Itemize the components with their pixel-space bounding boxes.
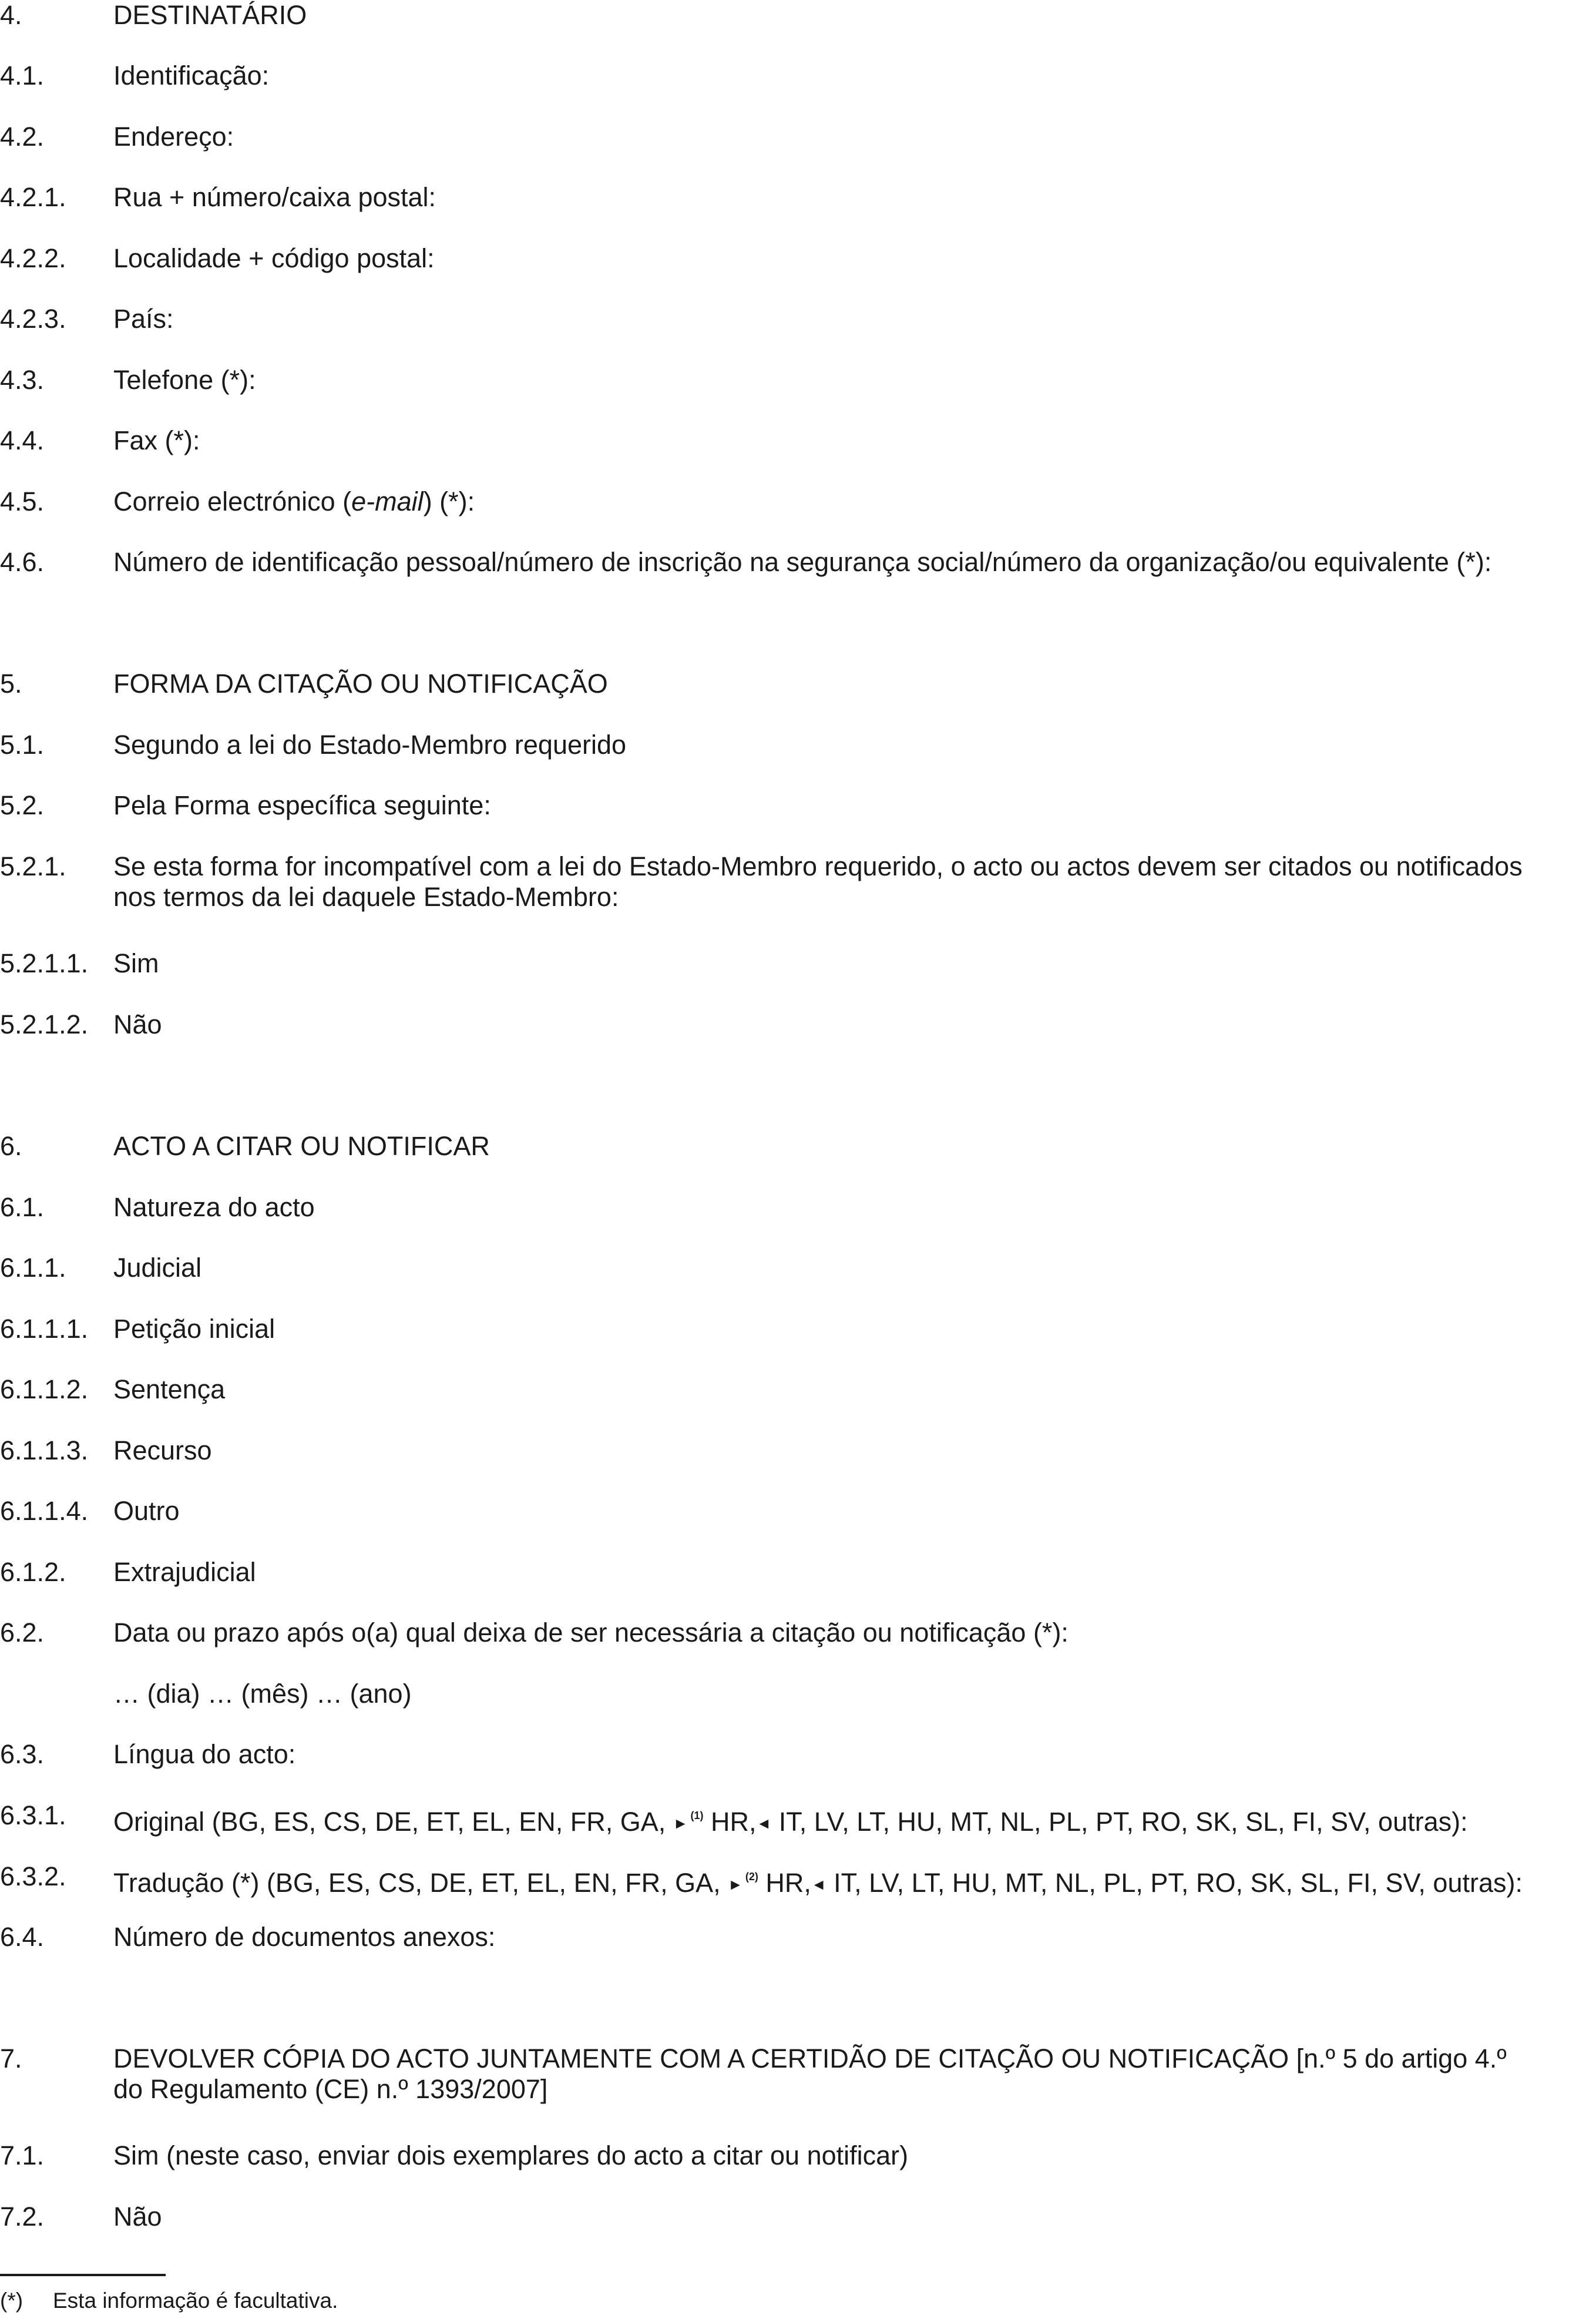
- item-text: … (dia) … (mês) … (ano): [113, 1679, 412, 1709]
- item-text: Fax (*):: [113, 425, 200, 455]
- item-number: 4.6.: [0, 547, 45, 577]
- item-text: Petição inicial: [113, 1314, 275, 1344]
- item-number: 6.2.: [0, 1618, 45, 1647]
- text-segment: ) (*):: [423, 486, 475, 516]
- item-number: 5.2.1.2.: [0, 1009, 89, 1039]
- item-number: 5.2.1.1.: [0, 948, 89, 978]
- footnote-reference: (2): [745, 1871, 758, 1883]
- item-number: 5.1.: [0, 730, 45, 760]
- text-line: nos termos da lei daquele Estado-Membro:: [113, 882, 619, 912]
- item-number: 4.2.2.: [0, 243, 66, 273]
- item-text: Telefone (*):: [113, 365, 256, 395]
- item-text: [113, 2044, 1594, 2105]
- item-number: 5.: [0, 669, 22, 699]
- item-number: 4.: [0, 0, 22, 30]
- item-text: Língua do acto:: [113, 1739, 296, 1769]
- text-segment: Correio electrónico (: [113, 486, 352, 516]
- item-number: 6.1.1.4.: [0, 1496, 89, 1526]
- text-line: DEVOLVER CÓPIA DO ACTO JUNTAMENTE COM A CERTIDÃO DE CITAÇÃO OU NOTIFICAÇÃO [n.º 5 do artigo 4.º: [113, 2044, 1507, 2073]
- item-number: 4.2.3.: [0, 304, 66, 334]
- item-text: Sim: [113, 948, 159, 978]
- insertion-end-arrow-icon: ◄: [756, 1814, 772, 1832]
- item-text: ACTO A CITAR OU NOTIFICAR: [113, 1131, 490, 1161]
- insertion-start-arrow-icon: ►: [728, 1875, 743, 1893]
- text-line: Se esta forma for incompatível com a lei do Estado-Membro requerido, o acto ou actos devem ser citados ou notificados: [113, 851, 1523, 881]
- item-text: Identificação:: [113, 61, 270, 90]
- item-text: Data ou prazo após o(a) qual deixa de ser necessária a citação ou notificação (*):: [113, 1618, 1069, 1647]
- item-number: 6.: [0, 1131, 22, 1161]
- item-number: 6.1.2.: [0, 1557, 66, 1587]
- item-number: 6.1.1.2.: [0, 1374, 89, 1404]
- item-number: 6.1.1.: [0, 1253, 66, 1283]
- inserted-text: HR,: [758, 1868, 811, 1898]
- item-text: Natureza do acto: [113, 1192, 315, 1222]
- item-number: 6.1.1.3.: [0, 1435, 89, 1465]
- item-text: Extrajudicial: [113, 1557, 256, 1587]
- item-text: Não: [113, 2202, 162, 2232]
- item-text: Recurso: [113, 1435, 212, 1465]
- item-number: 4.2.1.: [0, 182, 66, 212]
- item-number: 6.3.: [0, 1739, 45, 1769]
- insertion-end-arrow-icon: ◄: [811, 1875, 826, 1893]
- item-number: 7.: [0, 2044, 22, 2073]
- item-text: Endereço:: [113, 122, 234, 152]
- text-segment: Tradução (*) (BG, ES, CS, DE, ET, EL, EN, FR, GA,: [113, 1868, 728, 1898]
- item-number: 4.3.: [0, 365, 45, 395]
- footnote-reference: (1): [690, 1810, 704, 1821]
- item-number: 4.1.: [0, 61, 45, 90]
- item-number: 5.2.: [0, 790, 45, 820]
- footnote-mark: (*): [0, 2289, 23, 2313]
- item-number: 7.2.: [0, 2202, 45, 2232]
- item-text: Outro: [113, 1496, 180, 1526]
- item-number: 6.3.2.: [0, 1861, 66, 1891]
- item-text: Judicial: [113, 1253, 202, 1283]
- item-number: 4.2.: [0, 122, 45, 152]
- item-number: 7.1.: [0, 2140, 45, 2170]
- item-text: Localidade + código postal:: [113, 243, 435, 273]
- item-text: Sim (neste caso, enviar dois exemplares do acto a citar ou notificar): [113, 2140, 909, 2170]
- insertion-start-arrow-icon: ►: [673, 1814, 688, 1832]
- item-text: [113, 1800, 1596, 1838]
- item-number: 6.1.: [0, 1192, 45, 1222]
- text-segment: IT, LV, LT, HU, MT, NL, PL, PT, RO, SK, SL, FI, SV, outras):: [771, 1807, 1468, 1837]
- item-number: 6.3.1.: [0, 1800, 66, 1830]
- item-text: Número de documentos anexos:: [113, 1922, 496, 1952]
- item-number: 4.4.: [0, 425, 45, 455]
- text-segment: IT, LV, LT, HU, MT, NL, PL, PT, RO, SK, SL, FI, SV, outras):: [826, 1868, 1523, 1898]
- item-text: País:: [113, 304, 174, 334]
- text-segment: Original (BG, ES, CS, DE, ET, EL, EN, FR, GA,: [113, 1807, 673, 1837]
- item-text: Pela Forma específica seguinte:: [113, 790, 491, 820]
- item-text: Segundo a lei do Estado-Membro requerido: [113, 730, 627, 760]
- text-line: do Regulamento (CE) n.º 1393/2007]: [113, 2074, 548, 2104]
- item-text: DESTINATÁRIO: [113, 0, 307, 30]
- item-number: 4.5.: [0, 486, 45, 516]
- item-text: Número de identificação pessoal/número de inscrição na segurança social/número da organização/ou equivalente (*):: [113, 547, 1492, 577]
- item-text: [113, 851, 1594, 912]
- footnote-text: Esta informação é facultativa.: [53, 2289, 338, 2313]
- footnote-divider: [0, 2274, 166, 2276]
- footnote: [0, 2288, 338, 2314]
- italic-term: e-mail: [351, 486, 424, 516]
- item-text: [113, 486, 1596, 517]
- item-number: 5.2.1.: [0, 851, 66, 881]
- item-text: [113, 1861, 1596, 1900]
- item-text: FORMA DA CITAÇÃO OU NOTIFICAÇÃO: [113, 669, 608, 699]
- item-text: Sentença: [113, 1374, 226, 1404]
- inserted-text: HR,: [703, 1807, 757, 1837]
- item-text: Não: [113, 1009, 162, 1039]
- item-number: 6.4.: [0, 1922, 45, 1952]
- item-text: Rua + número/caixa postal:: [113, 182, 436, 212]
- item-number: 6.1.1.1.: [0, 1314, 89, 1344]
